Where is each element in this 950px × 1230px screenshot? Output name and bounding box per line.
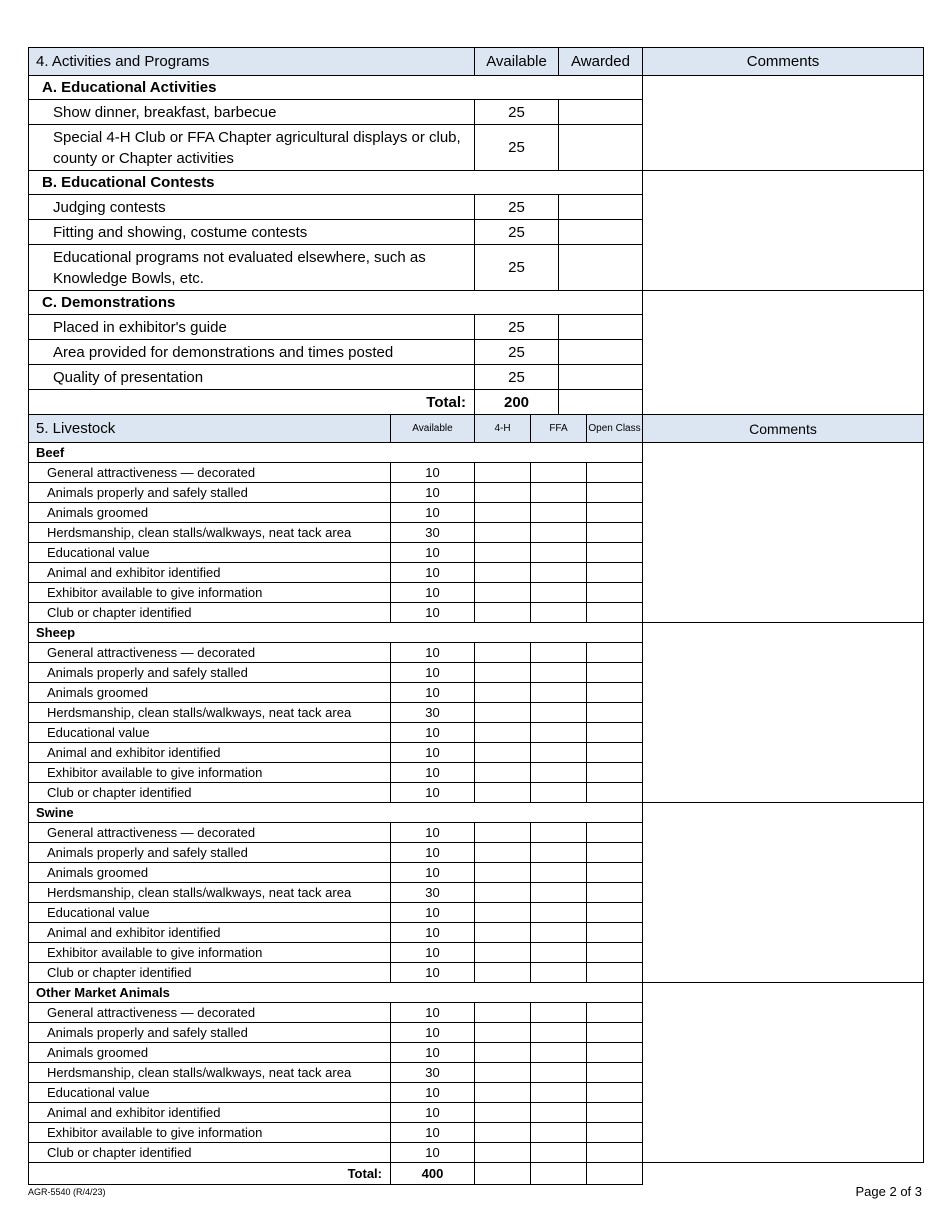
available-points: 10 bbox=[391, 1103, 475, 1123]
open-class-score-input[interactable] bbox=[587, 503, 643, 523]
criterion-label: Club or chapter identified bbox=[29, 783, 391, 803]
criterion-label: Exhibitor available to give information bbox=[29, 943, 391, 963]
available-points: 25 bbox=[475, 100, 559, 125]
available-points: 10 bbox=[391, 743, 475, 763]
open-class-score-input[interactable] bbox=[587, 783, 643, 803]
available-points: 10 bbox=[391, 863, 475, 883]
available-points: 10 bbox=[391, 963, 475, 983]
4h-score-input[interactable] bbox=[475, 683, 531, 703]
criterion-label: General attractiveness — decorated bbox=[29, 463, 391, 483]
criterion-label: Special 4-H Club or FFA Chapter agricultural displays or club, county or Chapter activities bbox=[29, 125, 475, 171]
ffa-score-input[interactable] bbox=[531, 903, 587, 923]
open-class-score-input[interactable] bbox=[587, 1023, 643, 1043]
open-class-score-input[interactable] bbox=[587, 963, 643, 983]
ffa-score-input[interactable] bbox=[531, 463, 587, 483]
4h-score-input[interactable] bbox=[475, 1103, 531, 1123]
ffa-score-input[interactable] bbox=[531, 823, 587, 843]
4h-score-input[interactable] bbox=[475, 583, 531, 603]
criterion-label: Herdsmanship, clean stalls/walkways, neat tack area bbox=[29, 883, 391, 903]
open-class-score-input[interactable] bbox=[587, 723, 643, 743]
criterion-label: General attractiveness — decorated bbox=[29, 643, 391, 663]
available-points: 30 bbox=[391, 1063, 475, 1083]
ffa-score-input[interactable] bbox=[531, 1003, 587, 1023]
subsection-heading: B. Educational Contests bbox=[29, 171, 643, 195]
available-points: 10 bbox=[391, 1123, 475, 1143]
section5-title: 5. Livestock bbox=[29, 415, 391, 443]
open-class-score-input[interactable] bbox=[587, 483, 643, 503]
livestock-group-heading: Other Market Animals bbox=[29, 983, 643, 1003]
available-points: 10 bbox=[391, 823, 475, 843]
open-class-score-input[interactable] bbox=[587, 883, 643, 903]
ffa-score-input[interactable] bbox=[531, 483, 587, 503]
criterion-label: Animals properly and safely stalled bbox=[29, 1023, 391, 1043]
criterion-label: General attractiveness — decorated bbox=[29, 1003, 391, 1023]
criterion-label: Educational value bbox=[29, 723, 391, 743]
ffa-score-input[interactable] bbox=[531, 663, 587, 683]
4h-score-input[interactable] bbox=[475, 763, 531, 783]
4h-score-input[interactable] bbox=[475, 503, 531, 523]
criterion-label: Show dinner, breakfast, barbecue bbox=[29, 100, 475, 125]
ffa-score-input[interactable] bbox=[531, 523, 587, 543]
available-points: 30 bbox=[391, 703, 475, 723]
available-points: 10 bbox=[391, 723, 475, 743]
criterion-label: Animal and exhibitor identified bbox=[29, 563, 391, 583]
open-class-score-input[interactable] bbox=[587, 683, 643, 703]
ffa-score-input[interactable] bbox=[531, 1043, 587, 1063]
open-class-score-input[interactable] bbox=[587, 1143, 643, 1163]
4h-score-input[interactable] bbox=[475, 1003, 531, 1023]
ffa-score-input[interactable] bbox=[531, 863, 587, 883]
available-points: 25 bbox=[475, 365, 559, 390]
comments-header: Comments bbox=[643, 48, 924, 76]
criterion-label: General attractiveness — decorated bbox=[29, 823, 391, 843]
4h-score-input[interactable] bbox=[475, 823, 531, 843]
available-points: 10 bbox=[391, 643, 475, 663]
ffa-score-input[interactable] bbox=[531, 1063, 587, 1083]
available-points: 10 bbox=[391, 503, 475, 523]
4h-score-input[interactable] bbox=[475, 863, 531, 883]
total-4h-input[interactable] bbox=[475, 1163, 531, 1185]
4h-score-input[interactable] bbox=[475, 943, 531, 963]
4h-score-input[interactable] bbox=[475, 783, 531, 803]
4h-score-input[interactable] bbox=[475, 963, 531, 983]
open-class-score-input[interactable] bbox=[587, 843, 643, 863]
ffa-score-input[interactable] bbox=[531, 723, 587, 743]
comments-cell[interactable] bbox=[643, 983, 924, 1163]
open-class-score-input[interactable] bbox=[587, 703, 643, 723]
available-points: 10 bbox=[391, 903, 475, 923]
open-class-score-input[interactable] bbox=[587, 563, 643, 583]
available-points: 10 bbox=[391, 683, 475, 703]
criterion-label: Animals properly and safely stalled bbox=[29, 663, 391, 683]
livestock-group-heading: Sheep bbox=[29, 623, 643, 643]
awarded-input[interactable] bbox=[559, 365, 643, 390]
available-points: 25 bbox=[475, 125, 559, 171]
4h-score-input[interactable] bbox=[475, 483, 531, 503]
ffa-score-input[interactable] bbox=[531, 1083, 587, 1103]
ffa-score-input[interactable] bbox=[531, 1123, 587, 1143]
4h-header: 4-H bbox=[475, 415, 531, 443]
available-points: 10 bbox=[391, 1143, 475, 1163]
criterion-label: Area provided for demonstrations and times posted bbox=[29, 340, 475, 365]
ffa-score-input[interactable] bbox=[531, 543, 587, 563]
4h-score-input[interactable] bbox=[475, 1143, 531, 1163]
criterion-label: Animal and exhibitor identified bbox=[29, 923, 391, 943]
open-class-score-input[interactable] bbox=[587, 823, 643, 843]
available-points: 10 bbox=[391, 1023, 475, 1043]
4h-score-input[interactable] bbox=[475, 523, 531, 543]
available-points: 10 bbox=[391, 1003, 475, 1023]
ffa-score-input[interactable] bbox=[531, 963, 587, 983]
comments-header: Comments bbox=[643, 415, 924, 443]
comments-cell[interactable] bbox=[643, 171, 924, 291]
blank-cell bbox=[643, 1163, 924, 1185]
livestock-group-heading: Swine bbox=[29, 803, 643, 823]
open-class-score-input[interactable] bbox=[587, 903, 643, 923]
open-class-score-input[interactable] bbox=[587, 1003, 643, 1023]
4h-score-input[interactable] bbox=[475, 1123, 531, 1143]
available-points: 10 bbox=[391, 663, 475, 683]
criterion-label: Herdsmanship, clean stalls/walkways, neat tack area bbox=[29, 703, 391, 723]
comments-cell[interactable] bbox=[643, 623, 924, 803]
ffa-score-input[interactable] bbox=[531, 923, 587, 943]
criterion-label: Exhibitor available to give information bbox=[29, 583, 391, 603]
open-class-score-input[interactable] bbox=[587, 543, 643, 563]
criterion-label: Educational value bbox=[29, 543, 391, 563]
form-id: AGR-5540 (R/4/23) bbox=[28, 1187, 106, 1197]
open-class-score-input[interactable] bbox=[587, 1063, 643, 1083]
available-points: 10 bbox=[391, 923, 475, 943]
criterion-label: Exhibitor available to give information bbox=[29, 763, 391, 783]
4h-score-input[interactable] bbox=[475, 603, 531, 623]
subsection-heading: C. Demonstrations bbox=[29, 291, 643, 315]
total-ffa-input[interactable] bbox=[531, 1163, 587, 1185]
open-class-score-input[interactable] bbox=[587, 923, 643, 943]
open-class-score-input[interactable] bbox=[587, 603, 643, 623]
criterion-label: Educational value bbox=[29, 903, 391, 923]
ffa-score-input[interactable] bbox=[531, 883, 587, 903]
open-class-score-input[interactable] bbox=[587, 943, 643, 963]
comments-cell[interactable] bbox=[643, 803, 924, 983]
criterion-label: Herdsmanship, clean stalls/walkways, neat tack area bbox=[29, 523, 391, 543]
4h-score-input[interactable] bbox=[475, 883, 531, 903]
4h-score-input[interactable] bbox=[475, 643, 531, 663]
open-class-score-input[interactable] bbox=[587, 663, 643, 683]
comments-cell[interactable] bbox=[643, 443, 924, 623]
ffa-score-input[interactable] bbox=[531, 643, 587, 663]
4h-score-input[interactable] bbox=[475, 543, 531, 563]
4h-score-input[interactable] bbox=[475, 663, 531, 683]
available-points: 10 bbox=[391, 483, 475, 503]
4h-score-input[interactable] bbox=[475, 1023, 531, 1043]
open-class-score-input[interactable] bbox=[587, 1043, 643, 1063]
awarded-input[interactable] bbox=[559, 100, 643, 125]
livestock-group-heading: Beef bbox=[29, 443, 643, 463]
criterion-label: Club or chapter identified bbox=[29, 603, 391, 623]
awarded-input[interactable] bbox=[559, 125, 643, 171]
criterion-label: Fitting and showing, costume contests bbox=[29, 220, 475, 245]
criterion-label: Herdsmanship, clean stalls/walkways, neat tack area bbox=[29, 1063, 391, 1083]
4h-score-input[interactable] bbox=[475, 843, 531, 863]
ffa-score-input[interactable] bbox=[531, 743, 587, 763]
ffa-score-input[interactable] bbox=[531, 703, 587, 723]
available-points: 30 bbox=[391, 883, 475, 903]
available-header: Available bbox=[391, 415, 475, 443]
awarded-input[interactable] bbox=[559, 245, 643, 291]
criterion-label: Club or chapter identified bbox=[29, 1143, 391, 1163]
available-points: 10 bbox=[391, 763, 475, 783]
open-class-score-input[interactable] bbox=[587, 1083, 643, 1103]
available-points: 25 bbox=[475, 315, 559, 340]
available-header: Available bbox=[475, 48, 559, 76]
open-class-header: Open Class bbox=[587, 415, 643, 443]
activities-programs-table bbox=[28, 47, 924, 415]
total-label: Total: bbox=[29, 390, 475, 415]
open-class-score-input[interactable] bbox=[587, 463, 643, 483]
available-points: 25 bbox=[475, 340, 559, 365]
4h-score-input[interactable] bbox=[475, 703, 531, 723]
ffa-score-input[interactable] bbox=[531, 683, 587, 703]
available-points: 25 bbox=[475, 245, 559, 291]
4h-score-input[interactable] bbox=[475, 1083, 531, 1103]
criterion-label: Animals properly and safely stalled bbox=[29, 843, 391, 863]
available-points: 10 bbox=[391, 1043, 475, 1063]
section4-title: 4. Activities and Programs bbox=[29, 48, 475, 76]
awarded-input[interactable] bbox=[559, 220, 643, 245]
ffa-score-input[interactable] bbox=[531, 1103, 587, 1123]
criterion-label: Animals properly and safely stalled bbox=[29, 483, 391, 503]
4h-score-input[interactable] bbox=[475, 723, 531, 743]
available-points: 25 bbox=[475, 220, 559, 245]
criterion-label: Judging contests bbox=[29, 195, 475, 220]
open-class-score-input[interactable] bbox=[587, 1103, 643, 1123]
ffa-score-input[interactable] bbox=[531, 1023, 587, 1043]
criterion-label: Placed in exhibitor's guide bbox=[29, 315, 475, 340]
criterion-label: Animals groomed bbox=[29, 503, 391, 523]
ffa-score-input[interactable] bbox=[531, 843, 587, 863]
open-class-score-input[interactable] bbox=[587, 1123, 643, 1143]
4h-score-input[interactable] bbox=[475, 463, 531, 483]
ffa-score-input[interactable] bbox=[531, 1143, 587, 1163]
awarded-input[interactable] bbox=[559, 315, 643, 340]
available-points: 10 bbox=[391, 943, 475, 963]
available-points: 10 bbox=[391, 583, 475, 603]
criterion-label: Animal and exhibitor identified bbox=[29, 1103, 391, 1123]
ffa-score-input[interactable] bbox=[531, 603, 587, 623]
available-points: 25 bbox=[475, 195, 559, 220]
available-points: 10 bbox=[391, 563, 475, 583]
4h-score-input[interactable] bbox=[475, 1063, 531, 1083]
total-value: 200 bbox=[475, 390, 559, 415]
ffa-score-input[interactable] bbox=[531, 503, 587, 523]
criterion-label: Animals groomed bbox=[29, 683, 391, 703]
4h-score-input[interactable] bbox=[475, 743, 531, 763]
open-class-score-input[interactable] bbox=[587, 863, 643, 883]
open-class-score-input[interactable] bbox=[587, 763, 643, 783]
livestock-table bbox=[28, 414, 924, 1185]
criterion-label: Animals groomed bbox=[29, 863, 391, 883]
criterion-label: Club or chapter identified bbox=[29, 963, 391, 983]
criterion-label: Exhibitor available to give information bbox=[29, 1123, 391, 1143]
criterion-label: Animal and exhibitor identified bbox=[29, 743, 391, 763]
total-label: Total: bbox=[29, 1163, 391, 1185]
total-value: 400 bbox=[391, 1163, 475, 1185]
comments-cell[interactable] bbox=[643, 76, 924, 171]
available-points: 10 bbox=[391, 843, 475, 863]
4h-score-input[interactable] bbox=[475, 923, 531, 943]
ffa-score-input[interactable] bbox=[531, 583, 587, 603]
4h-score-input[interactable] bbox=[475, 1043, 531, 1063]
total-awarded-input[interactable] bbox=[559, 390, 643, 415]
comments-cell[interactable] bbox=[643, 291, 924, 415]
open-class-score-input[interactable] bbox=[587, 523, 643, 543]
ffa-header: FFA bbox=[531, 415, 587, 443]
subsection-heading: A. Educational Activities bbox=[29, 76, 643, 100]
4h-score-input[interactable] bbox=[475, 563, 531, 583]
page-number: Page 2 of 3 bbox=[855, 1184, 922, 1199]
criterion-label: Quality of presentation bbox=[29, 365, 475, 390]
open-class-score-input[interactable] bbox=[587, 583, 643, 603]
total-open-class-input[interactable] bbox=[587, 1163, 643, 1185]
open-class-score-input[interactable] bbox=[587, 743, 643, 763]
ffa-score-input[interactable] bbox=[531, 783, 587, 803]
ffa-score-input[interactable] bbox=[531, 763, 587, 783]
awarded-input[interactable] bbox=[559, 340, 643, 365]
awarded-header: Awarded bbox=[559, 48, 643, 76]
open-class-score-input[interactable] bbox=[587, 643, 643, 663]
4h-score-input[interactable] bbox=[475, 903, 531, 923]
available-points: 10 bbox=[391, 783, 475, 803]
available-points: 10 bbox=[391, 603, 475, 623]
available-points: 30 bbox=[391, 523, 475, 543]
ffa-score-input[interactable] bbox=[531, 943, 587, 963]
available-points: 10 bbox=[391, 543, 475, 563]
awarded-input[interactable] bbox=[559, 195, 643, 220]
ffa-score-input[interactable] bbox=[531, 563, 587, 583]
available-points: 10 bbox=[391, 1083, 475, 1103]
criterion-label: Educational value bbox=[29, 1083, 391, 1103]
available-points: 10 bbox=[391, 463, 475, 483]
criterion-label: Educational programs not evaluated elsewhere, such as Knowledge Bowls, etc. bbox=[29, 245, 475, 291]
criterion-label: Animals groomed bbox=[29, 1043, 391, 1063]
